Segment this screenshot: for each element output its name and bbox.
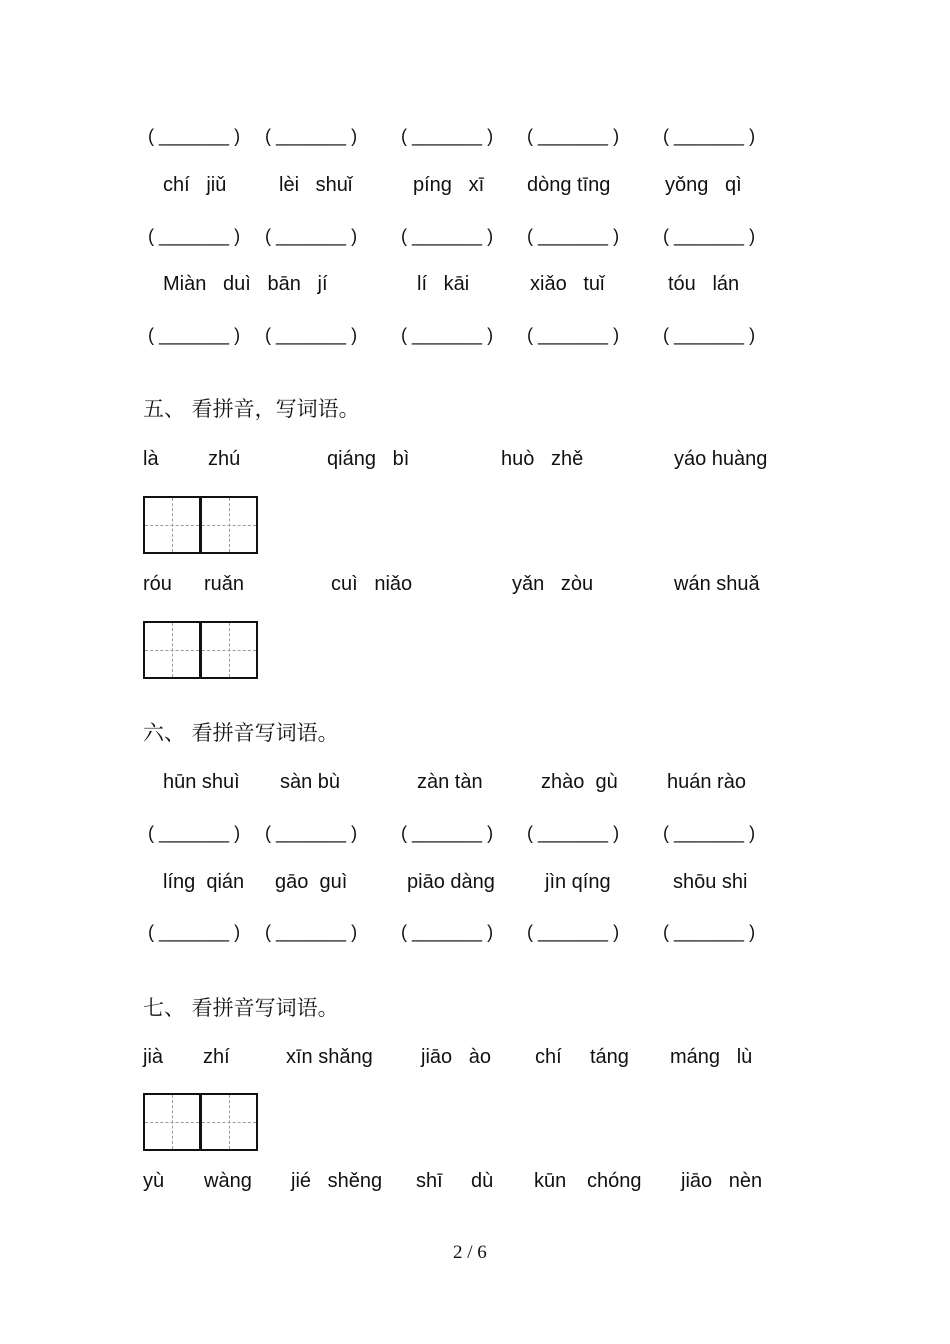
pinyin-syllable: dù [471, 1170, 494, 1192]
answer-blank[interactable]: ( _______ ) [148, 226, 241, 246]
tian-zi-grid[interactable] [143, 621, 257, 677]
answer-blank[interactable]: ( _______ ) [148, 823, 241, 843]
answer-blank[interactable]: ( _______ ) [148, 922, 241, 942]
pinyin-syllable: jià [143, 1046, 164, 1068]
pinyin-word: shōu shi [673, 871, 748, 893]
answer-blank[interactable]: ( _______ ) [527, 126, 620, 146]
pinyin-word: máng lù [670, 1046, 753, 1068]
section-heading-5: 五、 看拼音，写词语。 [143, 397, 360, 421]
answer-blank[interactable]: ( _______ ) [401, 226, 494, 246]
pinyin-syllable: yù [143, 1170, 165, 1192]
pinyin-word: jiāo nèn [681, 1170, 763, 1192]
pinyin-word: hūn shuì [163, 771, 240, 793]
answer-blank[interactable]: ( _______ ) [401, 823, 494, 843]
answer-blank[interactable]: ( _______ ) [663, 922, 756, 942]
pinyin-word: líng qián [163, 871, 245, 893]
pinyin-word: jié shěng [291, 1170, 383, 1192]
pinyin-word: Miàn duì bān jí [163, 273, 328, 295]
pinyin-syllable: chóng [587, 1170, 642, 1192]
page-number: 2 / 6 [453, 1242, 487, 1263]
pinyin-word: chí jiǔ [163, 174, 227, 196]
answer-blank[interactable]: ( _______ ) [527, 325, 620, 345]
pinyin-syllable: là [143, 448, 159, 470]
answer-blank[interactable]: ( _______ ) [663, 126, 756, 146]
pinyin-word: zhào gù [541, 771, 618, 793]
pinyin-word: tóu lán [668, 273, 740, 295]
tian-zi-cell[interactable] [143, 496, 201, 554]
pinyin-syllable: chí [535, 1046, 562, 1068]
pinyin-syllable: kūn [534, 1170, 567, 1192]
answer-blank[interactable]: ( _______ ) [527, 823, 620, 843]
answer-blank[interactable]: ( _______ ) [527, 226, 620, 246]
answer-blank[interactable]: ( _______ ) [663, 325, 756, 345]
section-heading-7: 七、 看拼音写词语。 [143, 996, 339, 1020]
tian-zi-cell[interactable] [200, 496, 258, 554]
answer-blank[interactable]: ( _______ ) [265, 325, 358, 345]
answer-blank[interactable]: ( _______ ) [527, 922, 620, 942]
pinyin-word: cuì niǎo [331, 573, 413, 595]
pinyin-word: yáo huàng [674, 448, 768, 470]
answer-blank[interactable]: ( _______ ) [265, 226, 358, 246]
answer-blank[interactable]: ( _______ ) [265, 126, 358, 146]
tian-zi-cell[interactable] [200, 1093, 258, 1151]
answer-blank[interactable]: ( _______ ) [663, 226, 756, 246]
pinyin-word: piāo dàng [407, 871, 495, 893]
tian-zi-cell[interactable] [200, 621, 258, 679]
tian-zi-grid[interactable] [143, 496, 257, 552]
pinyin-word: yǎn zòu [512, 573, 594, 595]
pinyin-syllable: wàng [204, 1170, 252, 1192]
pinyin-word: wán shuǎ [674, 573, 760, 595]
answer-blank[interactable]: ( _______ ) [401, 922, 494, 942]
answer-blank[interactable]: ( _______ ) [265, 922, 358, 942]
pinyin-syllable: shī [416, 1170, 443, 1192]
pinyin-word: gāo guì [275, 871, 348, 893]
pinyin-word: jiāo ào [421, 1046, 492, 1068]
tian-zi-cell[interactable] [143, 621, 201, 679]
tian-zi-cell[interactable] [143, 1093, 201, 1151]
pinyin-syllable: ruǎn [204, 573, 245, 595]
answer-blank[interactable]: ( _______ ) [401, 126, 494, 146]
pinyin-syllable: táng [590, 1046, 629, 1068]
pinyin-syllable: róu [143, 573, 172, 595]
answer-blank[interactable]: ( _______ ) [401, 325, 494, 345]
pinyin-syllable: zhú [208, 448, 241, 470]
pinyin-word: qiáng bì [327, 448, 410, 470]
pinyin-word: lí kāi [417, 273, 470, 295]
tian-zi-grid[interactable] [143, 1093, 257, 1149]
pinyin-word: zàn tàn [417, 771, 483, 793]
pinyin-word: píng xī [413, 174, 485, 196]
section-heading-6: 六、 看拼音写词语。 [143, 721, 339, 745]
pinyin-word: huán rào [667, 771, 746, 793]
pinyin-syllable: zhí [203, 1046, 230, 1068]
pinyin-word: lèi shuǐ [279, 174, 353, 196]
pinyin-word: jìn qíng [545, 871, 611, 893]
pinyin-word: xīn shǎng [286, 1046, 373, 1068]
pinyin-word: xiǎo tuǐ [530, 273, 605, 295]
answer-blank[interactable]: ( _______ ) [148, 325, 241, 345]
pinyin-word: dòng tīng [527, 174, 611, 196]
answer-blank[interactable]: ( _______ ) [663, 823, 756, 843]
answer-blank[interactable]: ( _______ ) [265, 823, 358, 843]
pinyin-word: yǒng qì [665, 174, 742, 196]
pinyin-word: huò zhě [501, 448, 584, 470]
answer-blank[interactable]: ( _______ ) [148, 126, 241, 146]
pinyin-word: sàn bù [280, 771, 341, 793]
